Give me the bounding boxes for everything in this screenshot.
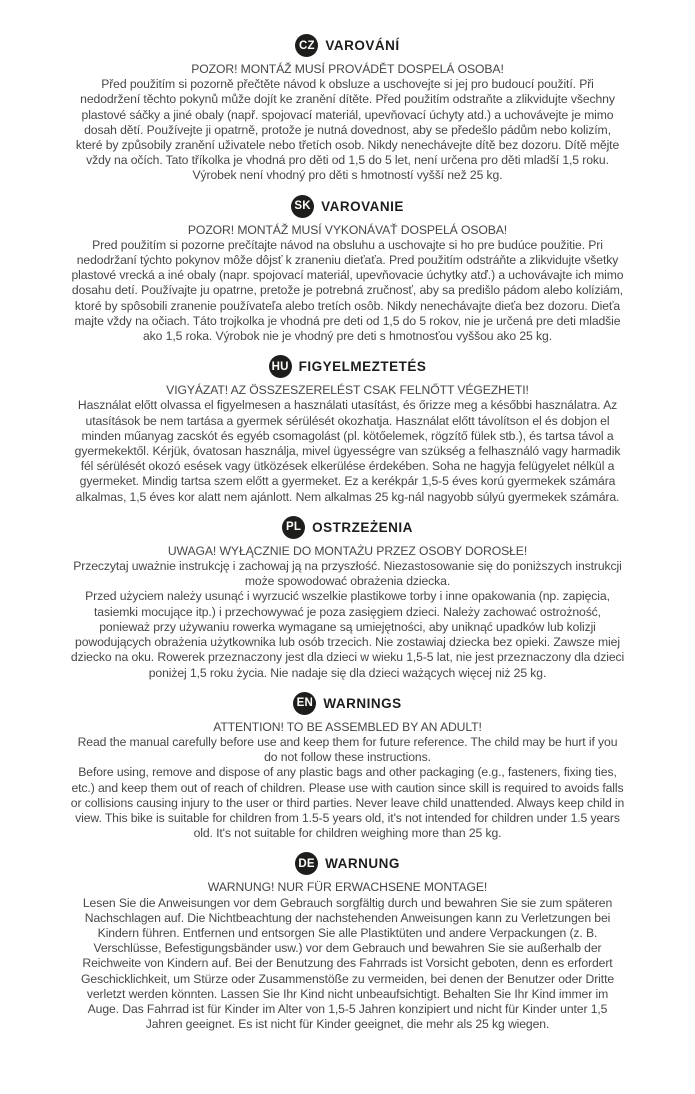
warning-headline-cz: POZOR! MONTÁŽ MUSÍ PROVÁDĚT DOSPELÁ OSOBA! <box>191 62 504 76</box>
warning-paragraph: Használat előtt olvassa el figyelmesen a használati utasítást, és őrizze meg a későbbi használatra. Az utasítások be nem tartása a gyermek sérülését okozhatja. Használat előtt távolítson el és dobjon el minden műanyag zacskót és egyéb csomagolást (pl. kötőelemek, rögzítő fülek stb.), és tartsa távol a gyermekektől. Kérjük, óvatosan használja, mivel ügyességre van szükség a felhasználó vagy harmadik fél sérülését okozó esések vagy ütközések elkerülése érdekében. Soha ne hagyja felügyelet nélkül a gyermeket. Mindig tartsa szem előtt a gyermeket. Ez a kerékpár 1,5-5 éves korú gyermekek számára alkalmas, 1,5 éves kor alatt nem ajánlott. Nem alkalmas 25 kg-nál nagyobb súlyú gyermekek számára. <box>74 398 621 504</box>
warning-paragraph: Pred použitím si pozorne prečítajte návod na obsluhu a uschovajte si ho pre budúce použitie. Pri nedodržaní týchto pokynov môže dôjsť k zraneniu dieťaťa. Pred použitím odstráňte a zlikvidujte všetky plastové vrecká a iné obaly (napr. spojovací materiál, upevňovacie úchytky atď.) a uchovávajte ich mimo dosahu detí. Používajte ju opatrne, pretože je potrebná zručnosť, aby sa predišlo pádom alebo kolíziám, ktoré by spôsobili zranenie používateľa alebo tretích osôb. Nikdy nenechávajte dieťa bez dozoru. Dieťa majte vždy na očiach. Táto trojkolka je vhodná pre deti od 1,5 do 5 rokov, nie je určená pre deti mladšie ako 1,5 roka. Výrobok nie je vhodný pre deti s hmotnosťou vyššou ako 25 kg. <box>71 237 624 344</box>
section-header-pl <box>70 516 625 539</box>
warning-headline-hu: VIGYÁZAT! AZ ÖSSZESZERELÉST CSAK FELNŐTT VÉGEZHETI! <box>166 383 529 398</box>
section-title-en: WARNINGS <box>323 695 402 711</box>
warning-section-sk <box>70 195 625 345</box>
warning-section-cz <box>70 34 625 184</box>
section-title-cz: VAROVÁNÍ <box>325 38 400 53</box>
section-title-sk: VAROVANIE <box>321 198 404 214</box>
section-title-de: WARNUNG <box>325 856 400 872</box>
warning-headline-de: WARNUNG! NUR FÜR ERWACHSENE MONTAGE! <box>207 880 488 895</box>
warning-headline-en: ATTENTION! TO BE ASSEMBLED BY AN ADULT! <box>213 719 482 734</box>
warning-paragraph: Before using, remove and dispose of any plastic bags and other packaging (e.g., fasteners, fixing ties, etc.) and keep them out of reach of children. Please use with caution since skill is required to avoids falls or collisions causing injury to the user or third parties. Never leave child unattended. Always keep child in view. This bike is suitable for children from 1.5-5 years old, it's not intended for children under 1.5 years old. It's not suitable for children weighing more than 25 kg. <box>70 765 625 841</box>
warning-paragraph: Lesen Sie die Anweisungen vor dem Gebrauch sorgfältig durch und bewahren Sie sie zum späteren Nachschlagen auf. Die Nichtbeachtung der nachstehenden Anweisungen kann zu Verletzungen bei Kindern führen. Entfernen und entsorgen Sie alle Plastiktüten und andere Verpackungen (z. B. Verschlüsse, Befestigungsbänder usw.) vor dem Gebrauch und bewahren Sie sie außerhalb der Reichweite von Kindern auf. Bei der Benutzung des Fahrrads ist Vorsicht geboten, denn es erfordert Geschicklichkeit, um Stürze oder Zusammenstöße zu vermeiden, bei denen der Benutzer oder Dritte verletzt werden könnten. Lassen Sie Ihr Kind nicht unbeaufsichtigt. Behalten Sie Ihr Kind immer im Auge. Das Fahrrad ist für Kinder im Alter von 1,5-5 Jahren konzipiert und nicht für Kinder unter 1,5 Jahren geeignet. Es ist nicht für Kinder geeignet, die mehr als 25 kg wiegen. <box>80 895 615 1032</box>
section-header-sk <box>70 195 625 218</box>
warning-paragraph: Przed użyciem należy usunąć i wyrzucić wszelkie plastikowe torby i inne opakowania (np. zapięcia, tasiemki mocujące itp.) i przechowywać je poza zasięgiem dzieci. Należy zachować ostrożność, ponieważ przy używaniu rowerka wymagane są umiejętności, aby uniknąć upadków lub kolizji powodujących obrażenia użytkownika lub osób trzecich. Nie zostawiaj dziecka bez opieki. Zawsze miej dziecko na oku. Rowerek przeznaczony jest dla dzieci w wieku 1,5-5 lat, nie jest przeznaczony dla dzieci poniżej 1,5 roku życia. Nie nadaje się dla dzieci ważących więcej niż 25 kg. <box>70 589 625 680</box>
warning-section-pl <box>70 516 625 681</box>
warning-section-en <box>70 692 625 842</box>
language-badge-cz: CZ <box>295 34 318 57</box>
language-badge-pl: PL <box>282 516 305 539</box>
warning-paragraph: Przeczytaj uważnie instrukcję i zachowaj ją na przyszłość. Niezastosowanie się do poniższych instrukcji może spowodować obrażenia dziecka. <box>73 559 622 589</box>
warning-headline-sk: POZOR! MONTÁŽ MUSÍ VYKONÁVAŤ DOSPELÁ OSOBA! <box>187 222 508 237</box>
language-badge-de: DE <box>295 852 318 875</box>
warning-section-de <box>70 852 625 1032</box>
language-badge-hu: HU <box>269 355 292 378</box>
section-title-pl: OSTRZEŻENIA <box>312 519 413 535</box>
section-header-en <box>70 692 625 715</box>
language-badge-en: EN <box>293 692 316 715</box>
warning-paragraph: Před použitím si pozorně přečtěte návod k obsluze a uschovejte si jej pro budoucí použití. Při nedodržení těchto pokynů může dojít ke zranění dítěte. Před použitím odstraňte a zlikvidujte všechny plastové sáčky a jiné obaly (např. spojovací materiál, upevňovací úchyty atd.) a uchovávejte je mimo dosah dětí. Používejte ji opatrně, protože je nutná dovednost, aby se předešlo pádům nebo kolizím, které by způsobily zranění uživatele nebo třetích osob. Nikdy nenechávejte dítě bez dozoru. Dítě mějte vždy na očích. Tato tříkolka je vhodná pro děti od 1,5 do 5 let, není určena pro děti mladší 1,5 roku. Výrobek není vhodný pro děti s hmotností vyšší než 25 kg. <box>75 77 620 183</box>
language-badge-sk: SK <box>291 195 314 218</box>
section-header-de <box>70 852 625 875</box>
section-title-hu: FIGYELMEZTETÉS <box>298 359 427 375</box>
warning-headline-pl: UWAGA! WYŁĄCZNIE DO MONTAŻU PRZEZ OSOBY DOROSŁE! <box>167 543 528 558</box>
warning-section-hu <box>70 355 625 505</box>
warning-paragraph: Read the manual carefully before use and keep them for future reference. The child may be hurt if you do not follow these instructions. <box>77 734 618 765</box>
section-header-hu <box>70 355 625 378</box>
section-header-cz <box>70 34 625 57</box>
